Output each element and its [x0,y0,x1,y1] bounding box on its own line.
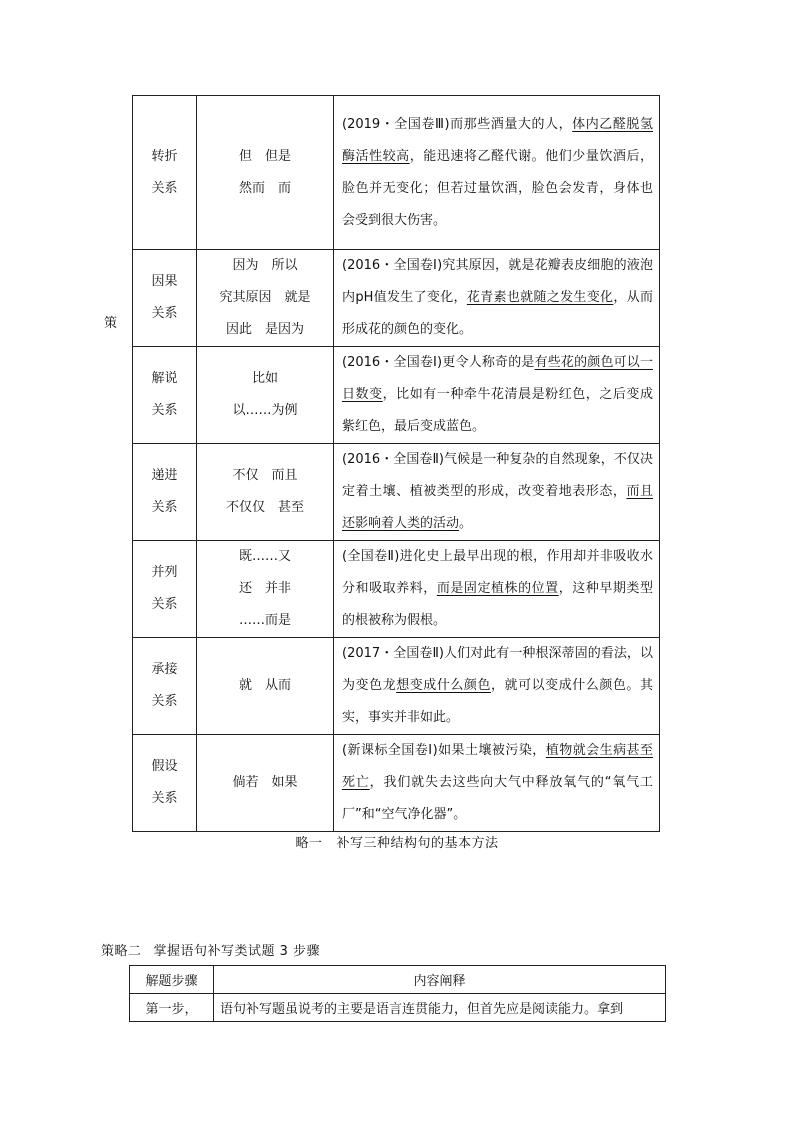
text-segment: 。 [459,516,473,531]
text-segment: ，能迅速将乙醛代谢。他们少量饮酒后，脸色并无变化；但若过量饮酒，脸色会发青，身体也会受到很大伤害。 [342,148,653,228]
text-segment: ，我们就失去这些向大气中释放氧气的“氧气工厂”和“空气净化器”。 [342,775,653,822]
text-segment: ，比如有一种牵牛花清晨是粉红色，之后变成紫红色，最后变成蓝色。 [342,387,653,434]
example-sentence [334,735,660,832]
relation-type [133,347,197,444]
example-sentence [334,96,660,250]
connective-word-line: 然而 而 [238,180,291,196]
relation-type-line: 关系 [151,694,178,709]
caption [0,832,794,851]
relation-type-line: 承接 [151,662,178,677]
relation-row [133,96,660,250]
example-sentence [334,444,660,541]
relation-row [133,735,660,832]
connective-word-line: 不仅 而且 [232,468,298,483]
text-segment: ，这种早期类型的根被称为假根。 [342,581,653,628]
connective-words [197,638,334,735]
text-segment: (2016・全国卷Ⅰ)究其原因，就是花瓣表皮细胞的液泡内pH值发生了变化， [342,258,653,305]
relation-type-line: 假设 [151,759,178,774]
steps-table [129,965,666,1022]
example-sentence [334,541,660,638]
text-segment: (新课标全国卷Ⅰ)如果土壤被污染， [342,743,546,758]
relation-type [133,250,197,347]
relation-type-line: 并列 [151,565,178,580]
example-sentence [334,638,660,735]
example-sentence [334,347,660,444]
relation-type [133,735,197,832]
relation-type-line: 递进 [151,468,178,483]
relation-row [133,347,660,444]
connective-word-line: 但 但是 [238,148,291,164]
relation-table [132,95,660,832]
relation-type-line: 关系 [151,306,178,321]
relation-type [133,444,197,541]
connective-words [197,250,334,347]
connective-word-line: 因为 所以 [232,258,298,273]
steps-header-step: 解题步骤 [130,966,214,994]
relation-row [133,250,660,347]
relation-type [133,638,197,735]
text-segment: (2016・全国卷Ⅱ)气候是一种复杂的自然现象，不仅决定着土壤、植被类型的形成，改变着地表形态， [342,452,653,499]
steps-header-content: 内容阐释 [214,966,666,994]
relation-row [133,638,660,735]
relation-type [133,541,197,638]
text-segment: (全国卷Ⅱ)进化史上最早出现的根，作用却并非吸收水分和吸取养料， [342,549,653,596]
underlined-segment: 体内乙醛脱氢酶活性较高 [342,116,653,164]
relation-type-line: 因果 [151,274,178,289]
connective-words [197,96,334,250]
connective-word-line: ……而是 [238,613,291,628]
connective-word-line: 因此 是因为 [225,322,304,337]
connective-word-line: 既……又 [238,549,291,564]
underlined-segment: 而是固定植株的位置 [436,581,559,596]
connective-word-line: 不仅仅 甚至 [225,500,304,515]
example-sentence [334,250,660,347]
relation-type [133,96,197,250]
caption-prefix: 略一 [295,836,323,851]
connective-word-line: 还 并非 [238,581,291,596]
section-label: 策略二 [101,944,142,959]
underlined-segment: 想变成什么颜色 [396,678,491,693]
underlined-segment: 花青素也就随之发生变化 [466,290,614,305]
connective-word-line: 倘若 如果 [232,775,298,790]
connective-words [197,541,334,638]
connective-words [197,444,334,541]
step-content: 语句补写题虽说考的主要是语言连贯能力，但首先应是阅读能力。拿到 [214,994,666,1022]
relation-type-line: 关系 [151,500,178,515]
section-heading [101,940,320,959]
text-segment: (2016・全国卷Ⅰ)更令人称奇的是 [342,355,535,370]
relation-type-line: 关系 [151,597,178,612]
connective-words [197,347,334,444]
relation-type-line: 关系 [151,180,178,196]
steps-row [130,994,666,1022]
step-name: 第一步， [130,994,214,1022]
caption-title: 补写三种结构句的基本方法 [336,836,499,851]
relation-type-line: 关系 [151,403,178,418]
relation-row [133,541,660,638]
relation-type-line: 关系 [151,791,178,806]
underlined-segment: 有些花的颜色可以一日数变 [342,355,653,402]
text-segment: (2017・全国卷Ⅱ)人们对此有一种根深蒂固的看法，以为变色龙 [342,646,653,693]
underlined-segment: 而且还影响着人类的活动 [342,484,653,531]
connective-word-line: 究其原因 就是 [219,290,311,305]
relation-type-line: 转折 [151,148,178,164]
connective-words [197,735,334,832]
text-segment: ，从而形成花的颜色的变化。 [342,290,653,337]
underlined-segment: 植物就会生病甚至死亡 [342,743,653,790]
connective-word-line: 比如 [251,371,278,386]
connective-word-line: 以……为例 [232,403,298,418]
side-character: 策 [104,316,118,331]
relation-type-line: 解说 [151,371,178,386]
connective-word-line: 就 从而 [238,678,291,693]
text-segment: ，就可以变成什么颜色。其实，事实并非如此。 [342,678,653,725]
steps-header-row [130,966,666,994]
section-title: 掌握语句补写类试题 3 步骤 [153,944,321,959]
relation-row [133,444,660,541]
text-segment: (2019・全国卷Ⅲ)而那些酒量大的人， [342,116,573,132]
